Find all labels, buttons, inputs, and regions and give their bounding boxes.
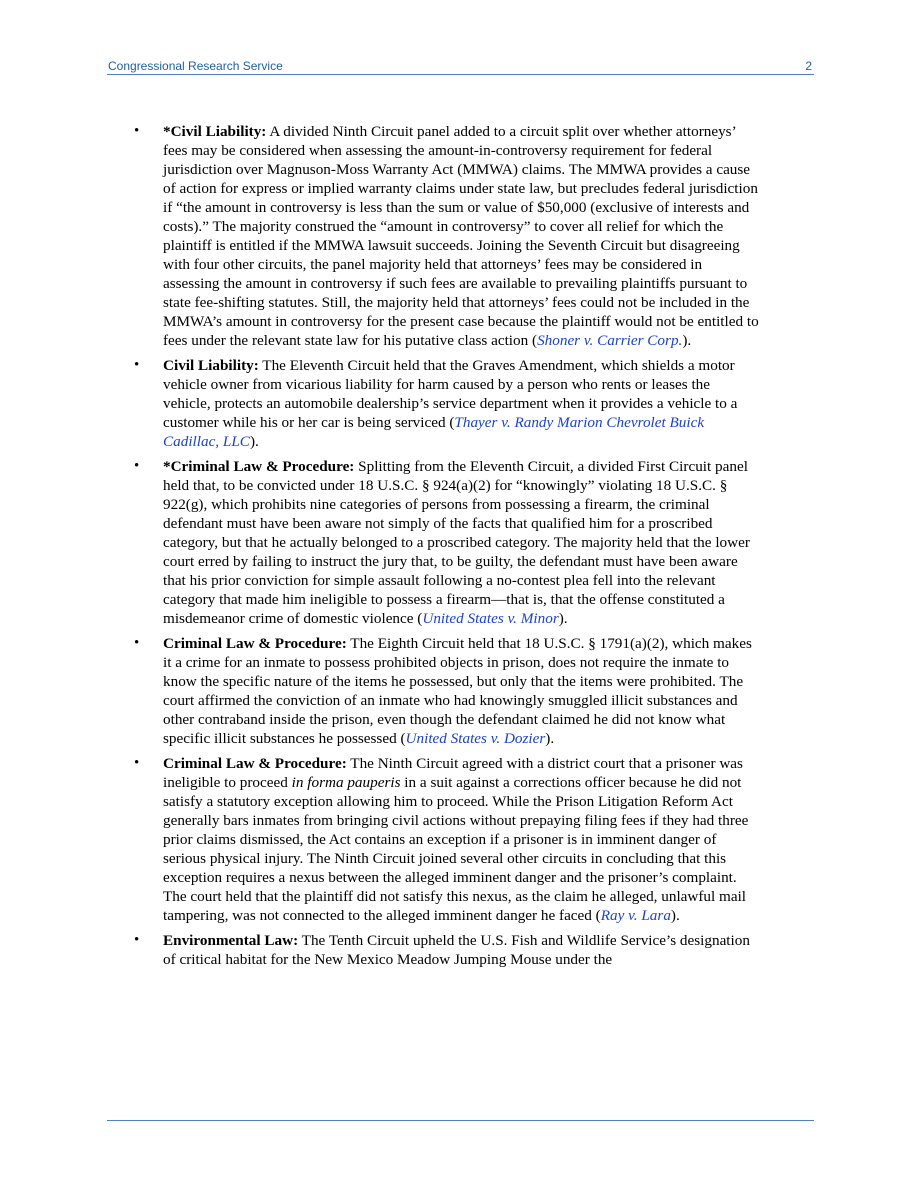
list-item [0,634,760,748]
bullet-icon: • [134,357,140,373]
item-heading: *Civil Liability: [163,123,267,140]
item-italic-term: in forma pauperis [291,774,401,791]
list-item [0,931,760,969]
header-title: Congressional Research Service [108,59,283,73]
item-heading: Criminal Law & Procedure: [163,755,347,772]
page-header [107,58,814,74]
item-text: The Eleventh Circuit held that the Graves Amendment, which shields a motor vehicle owner from vicarious liability for harm caused by a person who rents or leases the vehicle, protects an automobile dealership’s service department when it provides a vehicle to a customer while his or her car is being serviced ( [163,357,738,431]
item-end: ). [545,730,555,747]
bullet-icon: • [134,932,140,948]
list-item [0,356,760,451]
item-end: ). [249,433,259,450]
footer-rule [107,1120,814,1121]
item-heading: Criminal Law & Procedure: [163,635,347,652]
header-rule [107,74,814,75]
case-link[interactable]: United States v. Dozier [405,730,546,747]
page-body [0,122,920,975]
item-text: The Eighth Circuit held that 18 U.S.C. § 1791(a)(2), which makes it a crime for an inmate to possess prohibited objects in prison, does not require the inmate to know the specific nature of the items he possessed, but only that the items were prohibited. The court affirmed the conviction of an inmate who had knowingly smuggled illicit substances and other contraband inside the prison, even though the defendant claimed he did not know what specific illicit substances he possessed ( [163,635,752,747]
case-summary-list [0,122,920,969]
case-link[interactable]: Shoner v. Carrier Corp. [537,332,683,349]
case-link[interactable]: Thayer v. Randy Marion Chevrolet Buick Cadillac, LLC [163,414,705,450]
item-heading: *Criminal Law & Procedure: [163,458,355,475]
item-text: A divided Ninth Circuit panel added to a circuit split over whether attorneys’ fees may be considered when assessing the amount-in-controversy requirement for federal jurisdiction over Magnuson-Moss Warranty Act (MMWA) claims. The MMWA provides a cause of action for express or implied warranty claims under state law, but precludes federal jurisdiction if “the amount in controversy is less than the sum or value of $50,000 (exclusive of interests and costs).” The majority construed the “amount in controversy” to cover all relief for which the plaintiff is entitled if the MMWA lawsuit succeeds. Joining the Seventh Circuit but disagreeing with four other circuits, the panel majority held that attorneys’ fees may be considered in assessing the amount in controversy if such fees are available to prevailing plaintiffs pursuant to state fee-shifting statutes. Still, the majority held that attorneys’ fees could not be included in the MMWA’s amount in controversy for the present case because the plaintiff would not be entitled to fees under the relevant state law for his putative class action ( [163,123,759,349]
case-link[interactable]: Ray v. Lara [600,907,671,924]
item-heading: Civil Liability: [163,357,259,374]
list-item [0,457,760,628]
item-heading: Environmental Law: [163,932,299,949]
item-text: Splitting from the Eleventh Circuit, a divided First Circuit panel held that, to be convicted under 18 U.S.C. § 924(a)(2) for “knowingly” violating 18 U.S.C. § 922(g), which prohibits nine categories of persons from possessing a firearm, the criminal defendant must have been aware not simply of the facts that qualified him for a proscribed category, but that he actually belonged to a proscribed category. The majority held that the lower court erred by failing to instruct the jury that, to be guilty, the defendant must have been aware that his prior conviction for simple assault following a no-contest plea fell into the relevant category that made him ineligible to possess a firearm—that is, that the offense constituted a misdemeanor crime of domestic violence ( [163,458,750,627]
item-text-lead: The Ninth Circuit agreed with a district court that a prisoner was ineligible to proceed [163,755,743,791]
bullet-icon: • [134,123,140,139]
case-link[interactable]: United States v. Minor [422,610,559,627]
item-text: The Tenth Circuit upheld the U.S. Fish and Wildlife Service’s designation of critical habitat for the New Mexico Meadow Jumping Mouse under the [163,932,750,968]
list-item [0,754,760,925]
item-end: ). [670,907,680,924]
bullet-icon: • [134,635,140,651]
item-text: in a suit against a corrections officer because he did not satisfy a statutory exception allowing him to proceed. While the Prison Litigation Reform Act generally bars inmates from bringing civil actions without prepaying filing fees if they had three prior claims dismissed, the Act contains an exception if a prisoner is in imminent danger of serious physical injury. The Ninth Circuit joined several other circuits in concluding that this exception requires a nexus between the alleged imminent danger and the prisoner’s complaint. The court held that the plaintiff did not satisfy this nexus, as the claim he alleged, unlawful mail tampering, was not connected to the alleged imminent danger he faced ( [163,774,749,924]
page-number: 2 [805,59,812,73]
item-end: ). [558,610,568,627]
list-item [0,122,760,350]
bullet-icon: • [134,755,140,771]
item-end: ). [682,332,692,349]
bullet-icon: • [134,458,140,474]
